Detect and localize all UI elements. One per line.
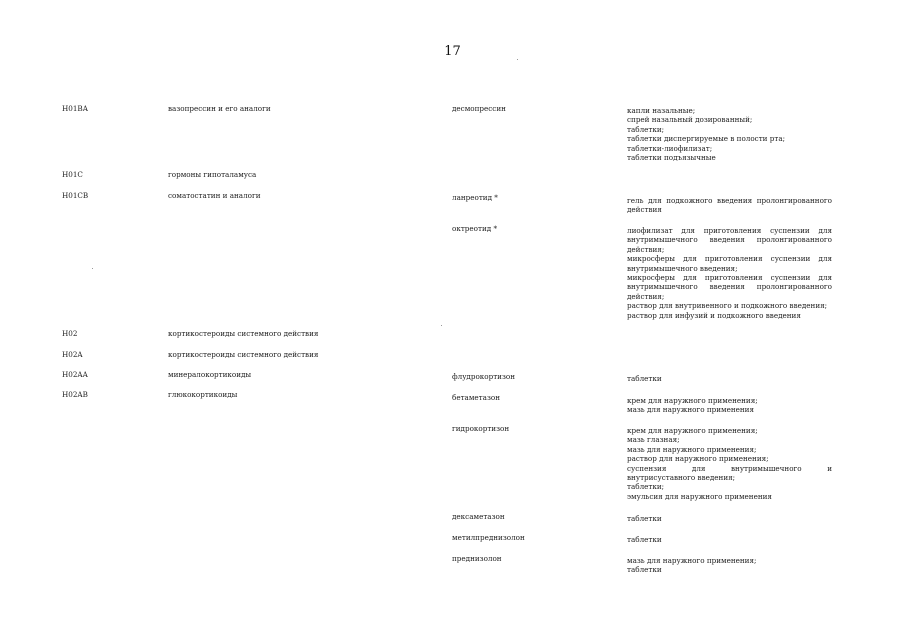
atc-group: кортикостероиды системного действия [168,350,319,359]
atc-group: минералокортикоиды [168,370,252,379]
atc-code: H01CB [62,191,89,200]
drug-name: гидрокортизон [452,424,510,433]
dosage-form: мазь для наружного применения; [627,556,757,565]
dosage-form: раствор для наружного применения; [627,454,769,464]
dosage-form: мазь для наружного применения; [627,444,757,454]
scan-speck [517,59,518,60]
atc-group: соматостатин и аналоги [168,191,261,200]
dosage-form: таблетки диспергируемые в полости рта; [627,134,786,144]
drug-name: флудрокортизон [452,372,515,381]
dosage-forms [627,196,832,215]
dosage-form: микросферы для приготовления суспензии для внутримышечного введения пролонгированного действия; [627,273,832,301]
atc-code: H02 [62,329,78,338]
dosage-form: раствор для внутривенного и подкожного введения; [627,301,828,311]
dosage-form: таблетки-лиофилизат; [627,143,713,153]
drug-name: октреотид * [452,224,498,233]
dosage-form: раствор для инфузий и подкожного введения [627,310,801,320]
dosage-form: спрей назальный дозированный; [627,115,753,125]
dosage-form: таблетки [627,374,662,383]
dosage-form: гель для подкожного введения пролонгированного действия [627,196,832,215]
dosage-form: лиофилизат для приготовления суспензии для внутримышечного введения пролонгированного действия; [627,226,832,254]
dosage-forms [627,535,832,544]
dosage-forms [627,106,832,162]
dosage-form: крем для наружного применения; [627,396,758,405]
drug-name: бетаметазон [452,393,500,402]
atc-group: глюкокортикоиды [168,390,238,399]
dosage-form: таблетки; [627,482,665,492]
scan-speck [441,325,442,326]
dosage-form: мазь для наружного применения [627,405,755,415]
dosage-form: микросферы для приготовления суспензии для внутримышечного введения; [627,254,832,273]
dosage-form: капли назальные; [627,106,696,115]
atc-code: H02AB [62,390,88,399]
drug-name: преднизолон [452,554,502,563]
dosage-form: суспензия для внутримышечного и внутрисуставного введения; [627,463,832,483]
atc-code: H01C [62,170,83,179]
dosage-forms [627,556,832,575]
dosage-form: таблетки подъязычные [627,153,716,163]
atc-code: H02A [62,350,83,359]
atc-group: вазопрессин и его аналоги [168,104,271,113]
drug-name: десмопрессин [452,104,506,113]
drug-name: дексаметазон [452,512,505,521]
dosage-form: мазь глазная; [627,435,680,445]
dosage-forms [627,514,832,523]
dosage-forms [627,374,832,383]
atc-group: гормоны гипоталамуса [168,170,257,179]
atc-code: H02AA [62,370,88,379]
dosage-form: таблетки [627,514,662,523]
drug-name: метилпреднизолон [452,533,525,542]
dosage-form: таблетки [627,565,662,575]
dosage-form: эмульсия для наружного применения [627,491,772,501]
atc-group: кортикостероиды системного действия [168,329,319,338]
atc-code: H01BA [62,104,88,113]
dosage-forms [627,226,832,320]
page-number: 17 [444,44,461,59]
dosage-forms [627,426,832,501]
dosage-form: крем для наружного применения; [627,426,758,435]
dosage-form: таблетки; [627,124,665,134]
dosage-form: таблетки [627,535,662,544]
drug-name: ланреотид * [452,193,498,202]
dosage-forms [627,396,832,415]
scan-speck [92,268,93,269]
